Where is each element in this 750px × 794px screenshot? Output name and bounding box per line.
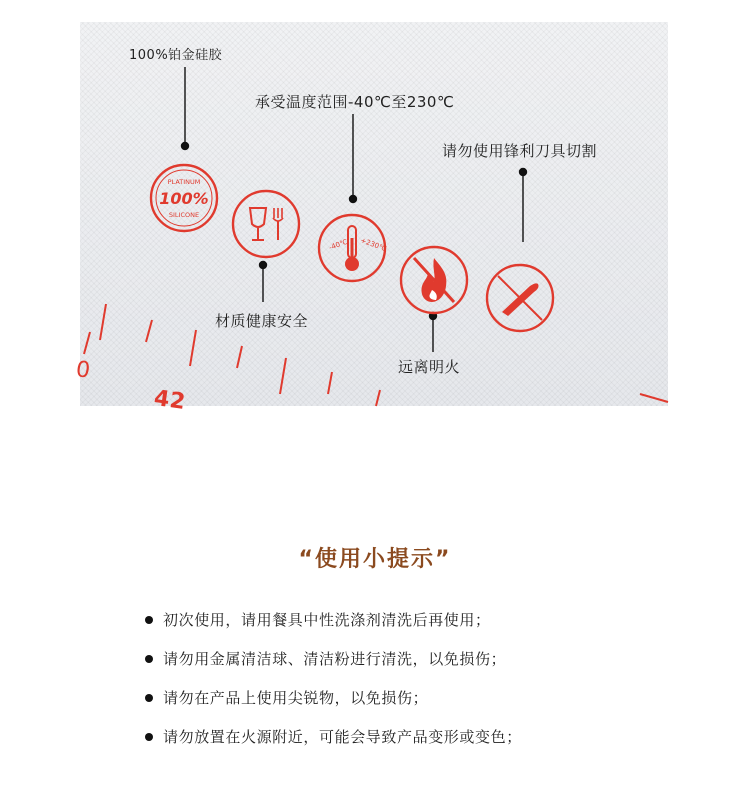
badge-percent: 100% [159,189,209,208]
bullet-dot [145,733,153,741]
tip-text: 请勿在产品上使用尖锐物，以免损伤； [163,689,429,707]
badge-text-top: PLATINUM [167,178,201,186]
leader-dot-knife [520,169,527,176]
list-item [145,600,522,639]
no-knife-icon [484,262,556,334]
no-fire-icon [398,244,470,316]
bullet-dot [145,694,153,702]
thermo-low-text: -40℃ [327,237,349,252]
label-no-sharp-knife: 请勿使用锋利刀具切割 [442,142,598,160]
tip-text: 请勿放置在火源附近，可能会导致产品变形或变色； [163,728,522,746]
platinum-silicone-badge-icon [148,162,220,234]
bullet-dot [145,616,153,624]
usage-tips-list [145,600,522,756]
ruler-number-42: 42 [152,385,188,416]
list-item [145,678,522,717]
leader-dot-food-safe [260,262,267,269]
leader-dot-platinum [182,143,189,150]
thermometer-icon [316,212,388,284]
ruler-number-0: 0 [74,357,93,384]
thermo-high-text: +230℃ [359,236,388,254]
list-item [145,717,522,756]
usage-tips-title: “使用小提示” [298,547,452,572]
tip-text: 请勿用金属清洁球、清洁粉进行清洗，以免损伤； [163,650,507,668]
label-keep-away-fire: 远离明火 [398,358,461,376]
badge-text-bottom: SILICONE [168,211,200,219]
list-item [145,639,522,678]
label-platinum-silicone: 100%铂金硅胶 [129,48,223,63]
product-photo-panel [74,22,668,416]
food-safe-cup-fork-icon [230,188,302,260]
label-temperature-range: 承受温度范围-40℃至230℃ [255,93,455,111]
bullet-dot [145,655,153,663]
leader-dot-temperature [350,196,357,203]
tip-text: 初次使用，请用餐具中性洗涤剂清洗后再使用； [163,611,491,629]
label-food-safe: 材质健康安全 [215,312,309,330]
